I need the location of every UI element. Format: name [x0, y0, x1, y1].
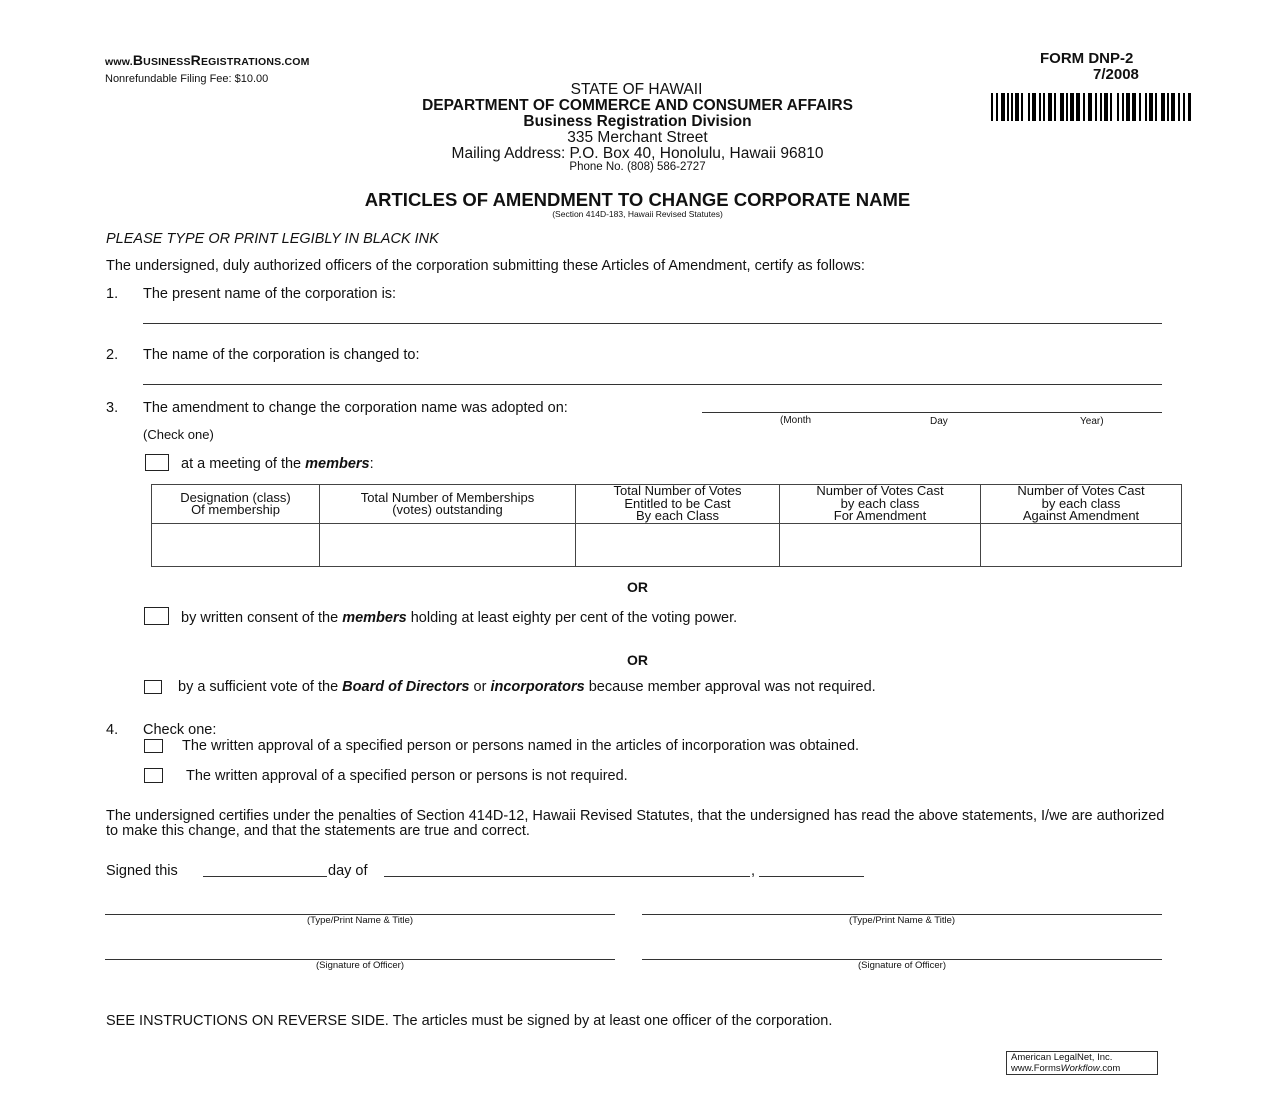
table-row: [152, 524, 1182, 567]
header-line: (votes) outstanding: [392, 502, 503, 517]
q1-number: 1.: [106, 286, 119, 302]
q2-number: 2.: [106, 347, 119, 363]
q2-label: The name of the corporation is changed to:: [143, 347, 420, 363]
consent-option-label: [181, 610, 737, 626]
header-line: Number of Votes Cast: [816, 483, 944, 499]
memberships-outstanding-cell[interactable]: [320, 524, 576, 567]
day-label: Day: [930, 416, 948, 427]
intro-statement: The undersigned, duly authorized officers of the corporation submitting these Articles of Amendment, certify as follows:: [106, 258, 865, 274]
header-line: Total Number of Memberships: [360, 489, 535, 505]
month-label: (Month: [780, 415, 812, 426]
votes-for-cell[interactable]: [780, 524, 981, 567]
filing-fee: Nonrefundable Filing Fee: $10.00: [105, 73, 269, 85]
board-option-rest: because member approval was not required.: [584, 679, 876, 695]
site-egistrations: EGISTRATIONS: [200, 56, 282, 68]
state-name: STATE OF HAWAII: [570, 81, 703, 98]
q4-label: Check one:: [143, 722, 217, 738]
document-subtitle: (Section 414D-183, Hawaii Revised Statutes): [552, 209, 723, 219]
check-one-label: (Check one): [143, 427, 214, 442]
approval-obtained-checkbox[interactable]: [144, 739, 163, 753]
header-votes-for: [780, 485, 981, 524]
header-line: Total Number of Votes: [613, 483, 742, 499]
present-name-field[interactable]: [143, 310, 1162, 324]
meeting-option-members: members: [305, 456, 370, 472]
signed-this-label: Signed this: [106, 863, 178, 879]
legalnet-url: [1011, 1064, 1157, 1075]
signature-caption-2: (Signature of Officer): [857, 960, 946, 971]
approval-not-required-label: The written approval of a specified person or persons is not required.: [186, 768, 628, 784]
header-line: For Amendment: [833, 508, 927, 524]
votes-entitled-cell[interactable]: [576, 524, 780, 567]
approval-not-required-checkbox[interactable]: [144, 768, 163, 783]
board-vote-checkbox[interactable]: [144, 680, 162, 694]
header-line: Entitled to be Cast: [624, 495, 731, 511]
signed-year-field[interactable]: [759, 863, 864, 877]
board-option-or: or: [469, 679, 491, 695]
or-separator-1: OR: [627, 579, 648, 595]
form-number: FORM DNP-2: [1040, 50, 1134, 67]
consent-option-rest: holding at least eighty per cent of the voting power.: [406, 610, 738, 626]
q1-label: The present name of the corporation is:: [143, 286, 397, 302]
new-name-field[interactable]: [143, 371, 1162, 385]
name-title-caption-2: (Type/Print Name & Title): [848, 915, 956, 926]
site-usiness: USINESS: [143, 56, 191, 68]
votes-against-cell[interactable]: [981, 524, 1182, 567]
board-option-text: by a sufficient vote of the: [178, 679, 343, 695]
department-name: DEPARTMENT OF COMMERCE AND CONSUMER AFFAIRS: [422, 97, 853, 114]
header-votes-against: [981, 485, 1182, 524]
meeting-checkbox[interactable]: [145, 454, 169, 471]
designation-cell[interactable]: [152, 524, 320, 567]
signed-month-field[interactable]: [384, 863, 750, 877]
header-line: by each class: [840, 495, 920, 511]
board-option-directors: Board of Directors: [342, 679, 470, 695]
site-b: B: [132, 52, 144, 68]
division-name: Business Registration Division: [523, 113, 752, 130]
site-r: R: [190, 52, 201, 68]
written-consent-checkbox[interactable]: [144, 607, 169, 625]
year-label: Year): [1080, 416, 1104, 427]
meeting-option-text: at a meeting of the: [181, 456, 306, 472]
board-option-label: [178, 679, 876, 695]
meeting-option-label: [181, 456, 374, 472]
q3-number: 3.: [106, 400, 119, 416]
q4-number: 4.: [106, 722, 119, 738]
header-line: By each Class: [635, 508, 720, 524]
street-address: 335 Merchant Street: [567, 129, 708, 146]
header-votes-entitled: [576, 485, 780, 524]
or-separator-2: OR: [627, 652, 648, 668]
signature-field-1[interactable]: [105, 946, 615, 960]
header-memberships-outstanding: [320, 485, 576, 524]
legalnet-badge: [1006, 1051, 1158, 1075]
table-header-row: [152, 485, 1182, 524]
header-line: Of membership: [191, 502, 280, 517]
adoption-date-field[interactable]: [702, 399, 1162, 413]
site-suffix: .COM: [281, 56, 310, 68]
board-option-incorporators: incorporators: [490, 679, 585, 695]
legalnet-url-pre: www.Forms: [1011, 1062, 1061, 1074]
header-line: by each class: [1041, 495, 1121, 511]
name-title-field-2[interactable]: [642, 901, 1162, 915]
header-line: Designation (class): [180, 489, 291, 505]
legalnet-url-post: .com: [1099, 1062, 1121, 1074]
date-comma: ,: [751, 863, 756, 879]
header-line: Against Amendment: [1022, 508, 1140, 524]
day-of-label: day of: [328, 863, 368, 879]
mailing-address: Mailing Address: P.O. Box 40, Honolulu, Hawaii 96810: [451, 145, 824, 162]
signature-field-2[interactable]: [642, 946, 1162, 960]
consent-option-members: members: [342, 610, 407, 626]
legalnet-company: American LegalNet, Inc.: [1011, 1052, 1113, 1063]
name-title-field-1[interactable]: [105, 901, 615, 915]
reverse-side-note: SEE INSTRUCTIONS ON REVERSE SIDE. The articles must be signed by at least one officer of the corporation.: [106, 1013, 833, 1029]
header-designation: [152, 485, 320, 524]
approval-obtained-label: The written approval of a specified person or persons named in the articles of incorporation was obtained.: [182, 738, 860, 754]
consent-option-text: by written consent of the: [181, 610, 343, 626]
signed-day-field[interactable]: [203, 863, 327, 877]
site-prefix: www.: [105, 56, 133, 68]
signature-caption-1: (Signature of Officer): [315, 960, 404, 971]
name-title-caption-1: (Type/Print Name & Title): [306, 915, 414, 926]
website-url: [105, 52, 310, 68]
q3-label: The amendment to change the corporation name was adopted on:: [143, 400, 568, 416]
legalnet-url-italic: Workflow: [1060, 1062, 1100, 1074]
phone-number: Phone No. (808) 586-2727: [569, 161, 706, 173]
meeting-option-colon: :: [369, 456, 374, 472]
membership-votes-table: [151, 484, 1182, 567]
header-line: Number of Votes Cast: [1017, 483, 1145, 499]
document-title: ARTICLES OF AMENDMENT TO CHANGE CORPORATE NAME: [364, 189, 911, 210]
form-date: 7/2008: [1093, 66, 1139, 83]
ink-instruction: PLEASE TYPE OR PRINT LEGIBLY IN BLACK INK: [106, 231, 439, 247]
certification-statement: The undersigned certifies under the penalties of Section 414D-12, Hawaii Revised Statutes, that the undersigned has read the above statements, I/we are authorized to make this change, and that the statements are true and correct.: [106, 808, 1165, 839]
